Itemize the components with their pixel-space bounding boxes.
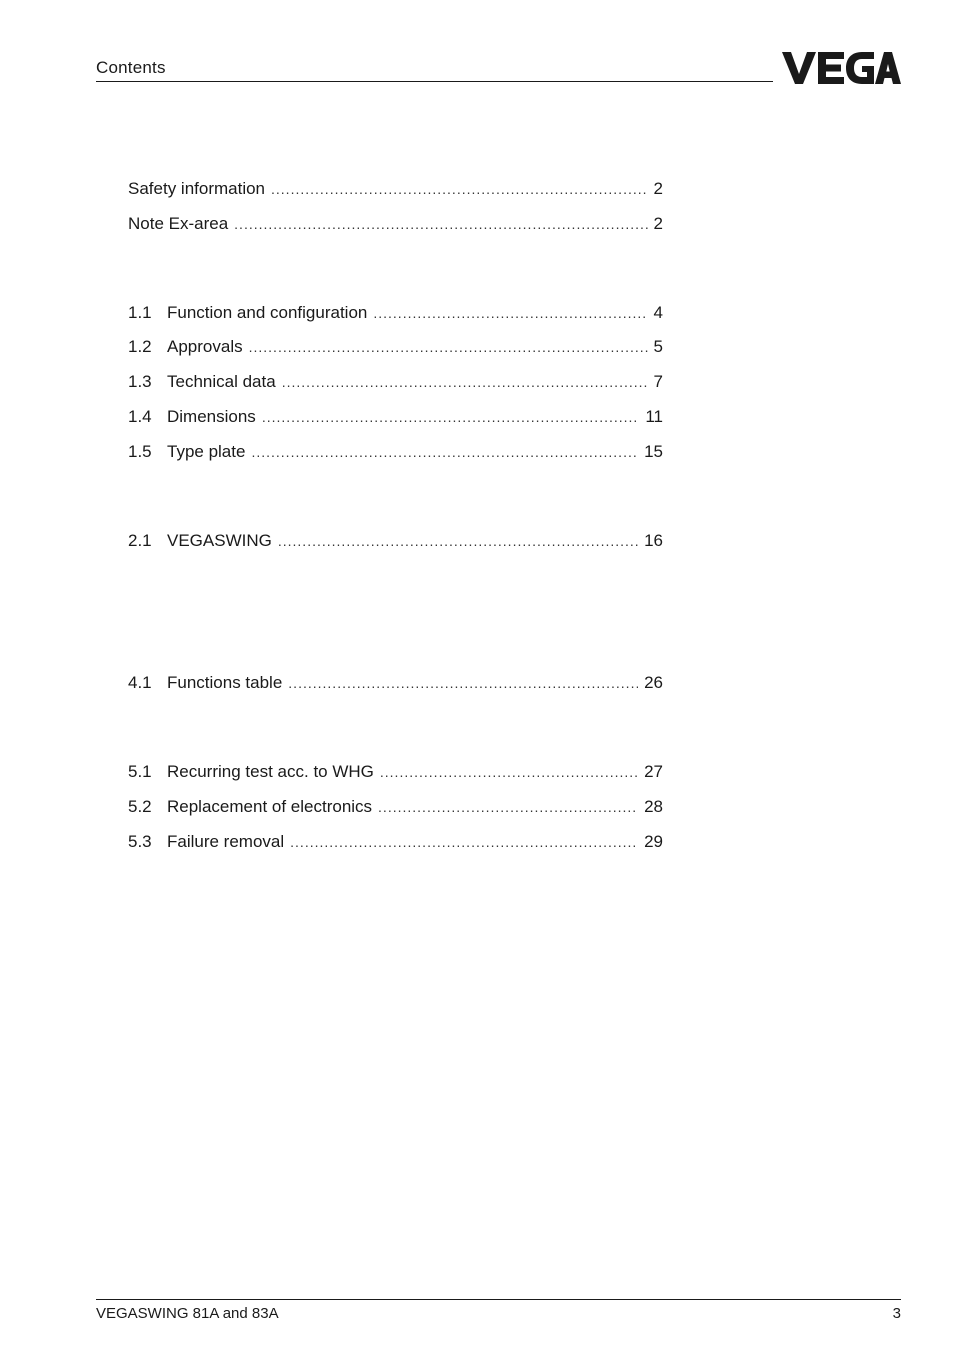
toc-leader	[290, 831, 638, 853]
header-divider	[96, 81, 773, 82]
toc-label: Functions table	[167, 673, 283, 692]
toc-label: Recurring test acc. to WHG	[167, 762, 374, 781]
toc-label: Technical data	[167, 372, 276, 391]
toc-leader	[249, 336, 648, 358]
toc-section-number: 2.1	[128, 531, 152, 550]
toc-label: Note Ex-area	[128, 214, 229, 233]
toc-entry[interactable]	[128, 302, 663, 324]
toc-entry[interactable]	[128, 406, 663, 428]
toc-page-number: 27	[644, 762, 663, 781]
toc-page-number: 29	[644, 832, 663, 851]
toc-leader	[278, 530, 638, 552]
toc-entry[interactable]	[128, 530, 663, 552]
toc-label: Function and configuration	[167, 303, 368, 322]
toc-section-number: 5.2	[128, 797, 152, 816]
toc-page-number: 16	[644, 531, 663, 550]
toc-section-number: 5.3	[128, 832, 152, 851]
toc-section-number: 1.1	[128, 303, 152, 322]
toc-entry[interactable]	[128, 213, 663, 235]
vega-logo	[782, 52, 901, 84]
toc-section-number: 1.4	[128, 407, 152, 426]
footer-divider	[96, 1299, 901, 1300]
toc-entry[interactable]	[128, 441, 663, 463]
toc-entry[interactable]	[128, 796, 663, 818]
toc-leader	[282, 371, 648, 393]
toc-label: Failure removal	[167, 832, 285, 851]
toc-label: VEGASWING	[167, 531, 272, 550]
toc-section-number: 5.1	[128, 762, 152, 781]
toc-section-number: 4.1	[128, 673, 152, 692]
footer-page-number: 3	[892, 1305, 901, 1322]
toc-page-number: 26	[644, 673, 663, 692]
toc-leader	[378, 796, 638, 818]
toc-leader	[271, 178, 648, 200]
toc-section-number: 1.3	[128, 372, 152, 391]
toc-page-number: 28	[644, 797, 663, 816]
toc-label: Dimensions	[167, 407, 256, 426]
toc-label: Replacement of electronics	[167, 797, 373, 816]
toc-leader	[380, 761, 638, 783]
toc-section-number: 1.5	[128, 442, 152, 461]
toc-entry[interactable]	[128, 336, 663, 358]
toc-page-number: 5	[653, 337, 663, 356]
toc-label: Safety information	[128, 179, 266, 198]
toc-leader	[373, 302, 647, 324]
footer-product-name: VEGASWING 81A and 83A	[96, 1305, 279, 1322]
toc-entry[interactable]	[128, 831, 663, 853]
toc-page-number: 7	[653, 372, 663, 391]
toc-page-number: 2	[653, 214, 663, 233]
toc-section-number: 1.2	[128, 337, 152, 356]
header-title: Contents	[96, 58, 166, 77]
toc-label: Type plate	[167, 442, 246, 461]
toc-entry[interactable]	[128, 672, 663, 694]
toc-leader	[262, 406, 640, 428]
toc-page-number: 2	[653, 179, 663, 198]
toc-leader	[234, 213, 647, 235]
toc-entry[interactable]	[128, 371, 663, 393]
toc-page-number: 15	[644, 442, 663, 461]
toc-label: Approvals	[167, 337, 243, 356]
toc-entry[interactable]	[128, 761, 663, 783]
toc-page-number: 11	[645, 407, 663, 426]
toc-page-number: 4	[653, 303, 663, 322]
toc-leader	[251, 441, 638, 463]
toc-leader	[288, 672, 638, 694]
toc-entry[interactable]	[128, 178, 663, 200]
